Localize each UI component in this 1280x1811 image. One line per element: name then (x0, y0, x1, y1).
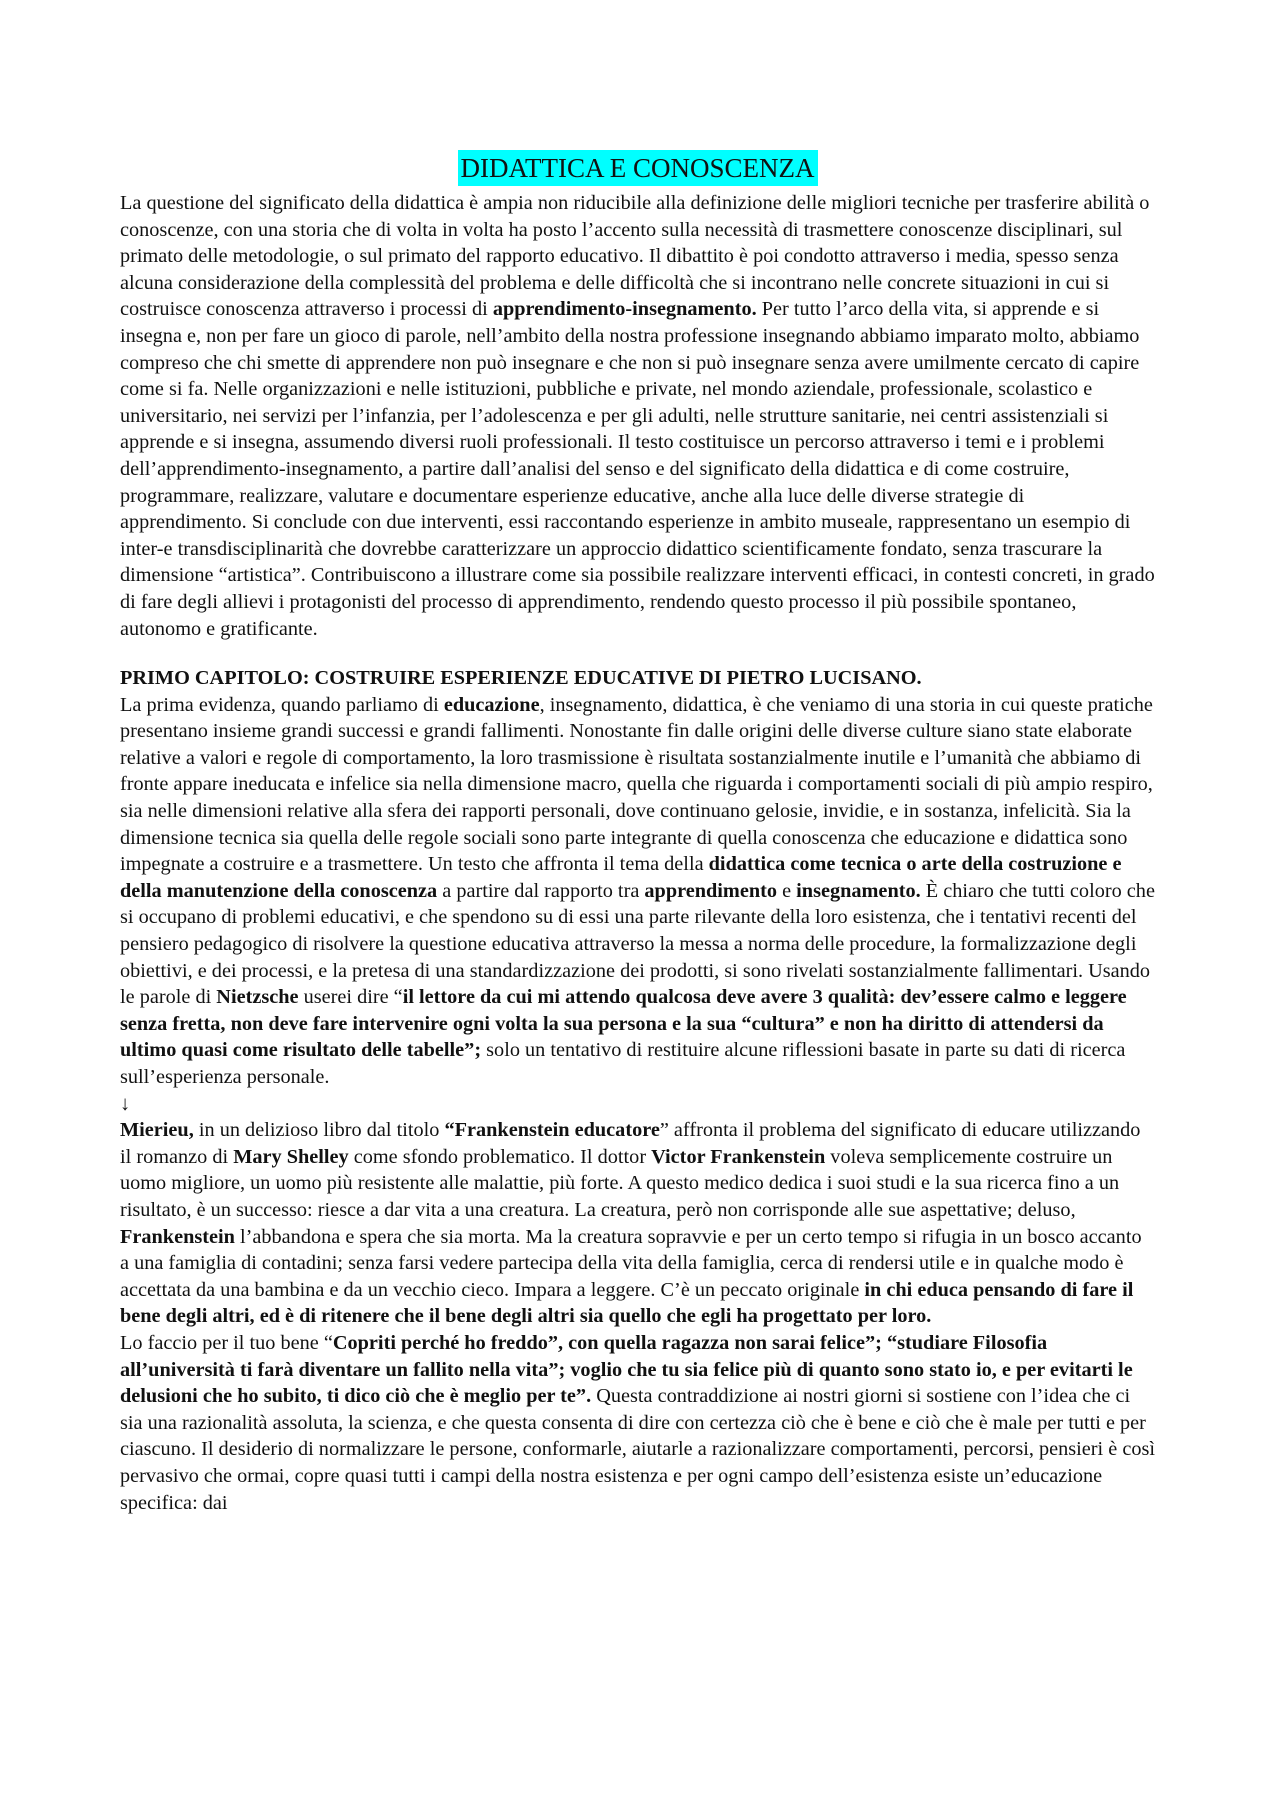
bold-text-run: insegnamento. (796, 879, 921, 902)
bold-text-run: Frankenstein (120, 1225, 235, 1248)
text-run: voleva semplicemente costruire un uomo migliore, un uomo più resistente alle malattie, più forte. A questo medico dedica i suoi studi e la sua ricerca fino a un risultato, è un successo: riesce a dar vita a una creatura. La creatura, però non corrisponde alle sue aspettative; deluso, (120, 1145, 1120, 1221)
intro-paragraph (120, 190, 1155, 642)
bold-text-run: apprendimento (644, 879, 778, 902)
text-run: come sfondo problematico. Il dottor (348, 1145, 652, 1168)
bold-text-run: didattica come tecnica o arte della costruzione e della manutenzione della conoscenza (120, 853, 1122, 902)
chapter-paragraph-1 (120, 692, 1155, 1091)
text-run: Questa contraddizione ai nostri giorni si sostiene con l’idea che ci sia una razionalità assoluta, la scienza, e che questa consenta di dire con certezza ciò che è bene e ciò che è male per tutti e per ciascuno. Il desiderio di normalizzare le persone, conformarle, aiutarle a razionalizzare comportamenti, percorsi, pensieri è così pervasivo che ormai, copre quasi tutti i campi della nostra esistenza e per ogni campo dell’esistenza esiste un’educazione specifica: dai (120, 1385, 1155, 1514)
text-run: a partire dal rapporto tra (437, 879, 645, 902)
bold-text-run: Copriti perché ho freddo”, con quella ragazza non sarai felice”; “studiare Filosofia all’università ti farà diventare un fallito nella vita”; voglio che tu sia felice più di quanto sono stato io, e per evitarti le delusioni che ho subito, ti dico ciò che è meglio per te”. (120, 1331, 1133, 1408)
text-run: La prima evidenza, quando parliamo di (120, 693, 444, 716)
text-run: l’abbandona e spera che sia morta. Ma la creatura sopravvie e per un certo tempo si rifugia in un bosco accanto a una famiglia di contadini; senza farsi vedere partecipa della vita della famiglia, cerca di rendersi utile e in qualche modo è accettata da una bambina e da un vecchio cieco. Impara a leggere. C’è un peccato originale (120, 1225, 1142, 1301)
text-run: ” affronta il problema del significato di educare utilizzando il romanzo di (120, 1119, 1141, 1168)
text-run: È chiaro che tutti coloro che si occupano di problemi educativi, e che spendono su di essi una parte rilevante della loro esistenza, che i tentativi recenti del pensiero pedagogico di risolvere la questione educativa attraverso la messa a norma delle procedure, la formalizzazione degli obiettivi, e dei processi, e la pretesa di una standardizzazione dei prodotti, si sono rivelati sostanzialmente fallimentari. Usando le parole di (120, 879, 1155, 1009)
paragraph-spacer (120, 642, 1155, 665)
text-run: Per tutto l’arco della vita, si apprende e si insegna e, non per fare un gioco di parole, nell’ambito della nostra professione insegnando abbiamo imparato molto, abbiamo compreso che chi smette di apprendere non può insegnare e che non si può insegnare senza avere umilmente cercato di capire come si fa. Nelle organizzazioni e nelle istituzioni, pubbliche e private, nel mondo aziendale, professionale, scolastico e universitario, nei servizi per l’infanzia, per l’adolescenza e per gli adulti, nelle strutture sanitarie, nei centri assistenziali si apprende e si insegna, assumendo diversi ruoli professionali. Il testo costituisce un percorso attraverso i temi e i problemi dell’apprendimento-insegnamento, a partire dall’analisi del senso e del significato della didattica e di come costruire, programmare, realizzare, valutare e documentare esperienze educative, anche alla luce delle diverse strategie di apprendimento. Si conclude con due interventi, essi raccontando esperienze in ambito museale, rappresentano un esempio di inter-e transdisciplinarità che dovrebbe caratterizzare un approccio didattico scientificamente fondato, senza trascurare la dimensione “artistica”. Contribuiscono a illustrare come sia possibile realizzare interventi efficaci, in contesti concreti, in grado di fare degli allievi i protagonisti del processo di apprendimento, rendendo questo processo il più possibile spontaneo, autonomo e gratificante. (120, 298, 1155, 640)
chapter-paragraph-2 (120, 1117, 1155, 1330)
bold-text-run: Nietzsche (216, 986, 299, 1009)
text-run: Lo faccio per il tuo bene “ (120, 1331, 333, 1354)
bold-text-run: Victor Frankenstein (651, 1145, 826, 1168)
text-run: solo un tentativo di restituire alcune riflessioni basate in parte su dati di ricerca sull’esperienza personale. (120, 1039, 1126, 1088)
bold-text-run: educazione (443, 693, 540, 716)
text-run: userei dire “ (298, 986, 403, 1009)
bold-text-run: “Frankenstein educatore (444, 1119, 660, 1142)
bold-text-run: Mary Shelley (233, 1145, 349, 1168)
chapter-heading: PRIMO CAPITOLO: COSTRUIRE ESPERIENZE EDUCATIVE DI PIETRO LUCISANO. (120, 667, 922, 690)
title-wrap (120, 150, 1155, 186)
text-run: e (777, 879, 797, 902)
chapter-paragraph-3 (120, 1330, 1155, 1516)
text-run: La questione del significato della didattica è ampia non riducibile alla definizione delle migliori tecniche per trasferire abilità o conoscenze, con una storia che di volta in volta ha posto l’accento sulla necessità di trasmettere conoscenze disciplinari, sul primato delle metodologie, o sul primato del rapporto educativo. Il dibattito è poi condotto attraverso i media, spesso senza alcuna considerazione della complessità del problema e delle difficoltà che si incontrano nelle concrete situazioni in cui si costruisce conoscenza attraverso i processi di (120, 192, 1150, 321)
bold-text-run: il lettore da cui mi attendo qualcosa deve avere 3 qualità: dev’essere calmo e leggere senza fretta, non deve fare intervenire ogni volta la sua persona e la sua “cultura” e non ha diritto di attendersi da ultimo quasi come risultato delle tabelle”; (120, 986, 1127, 1062)
down-arrow-icon: ↓ (120, 1092, 131, 1115)
text-run: , insegnamento, didattica, è che veniamo di una storia in cui queste pratiche presentano insieme grandi successi e grandi fallimenti. Nonostante fin dalle origini delle diverse culture siano state elaborate relative a valori e regole di comportamento, la loro trasmissione è risultata sostanzialmente inutile e l’umanità che abbiamo di fronte appare ineducata e infelice sia nella dimensione macro, quella che riguarda i comportamenti sociali di più ampio respiro, sia nelle dimensioni relative alla sfera dei rapporti personali, dove continuano gelosie, invidie, e in sostanza, infelicità. Sia la dimensione tecnica sia quella delle regole sociali sono parte integrante di quella conoscenza che educazione e didattica sono impegnate a costruire e a trasmettere. Un testo che affronta il tema della (120, 693, 1153, 876)
document-title: DIDATTICA E CONOSCENZA (458, 150, 818, 186)
bold-text-run: Mierieu, (120, 1119, 194, 1142)
bold-text-run: in chi educa pensando di fare il bene degli altri, ed è di ritenere che il bene degli altri sia quello che egli ha progettato per loro. (120, 1278, 1134, 1328)
text-run: in un delizioso libro dal titolo (193, 1119, 445, 1142)
bold-text-run: apprendimento-insegnamento. (492, 298, 757, 321)
